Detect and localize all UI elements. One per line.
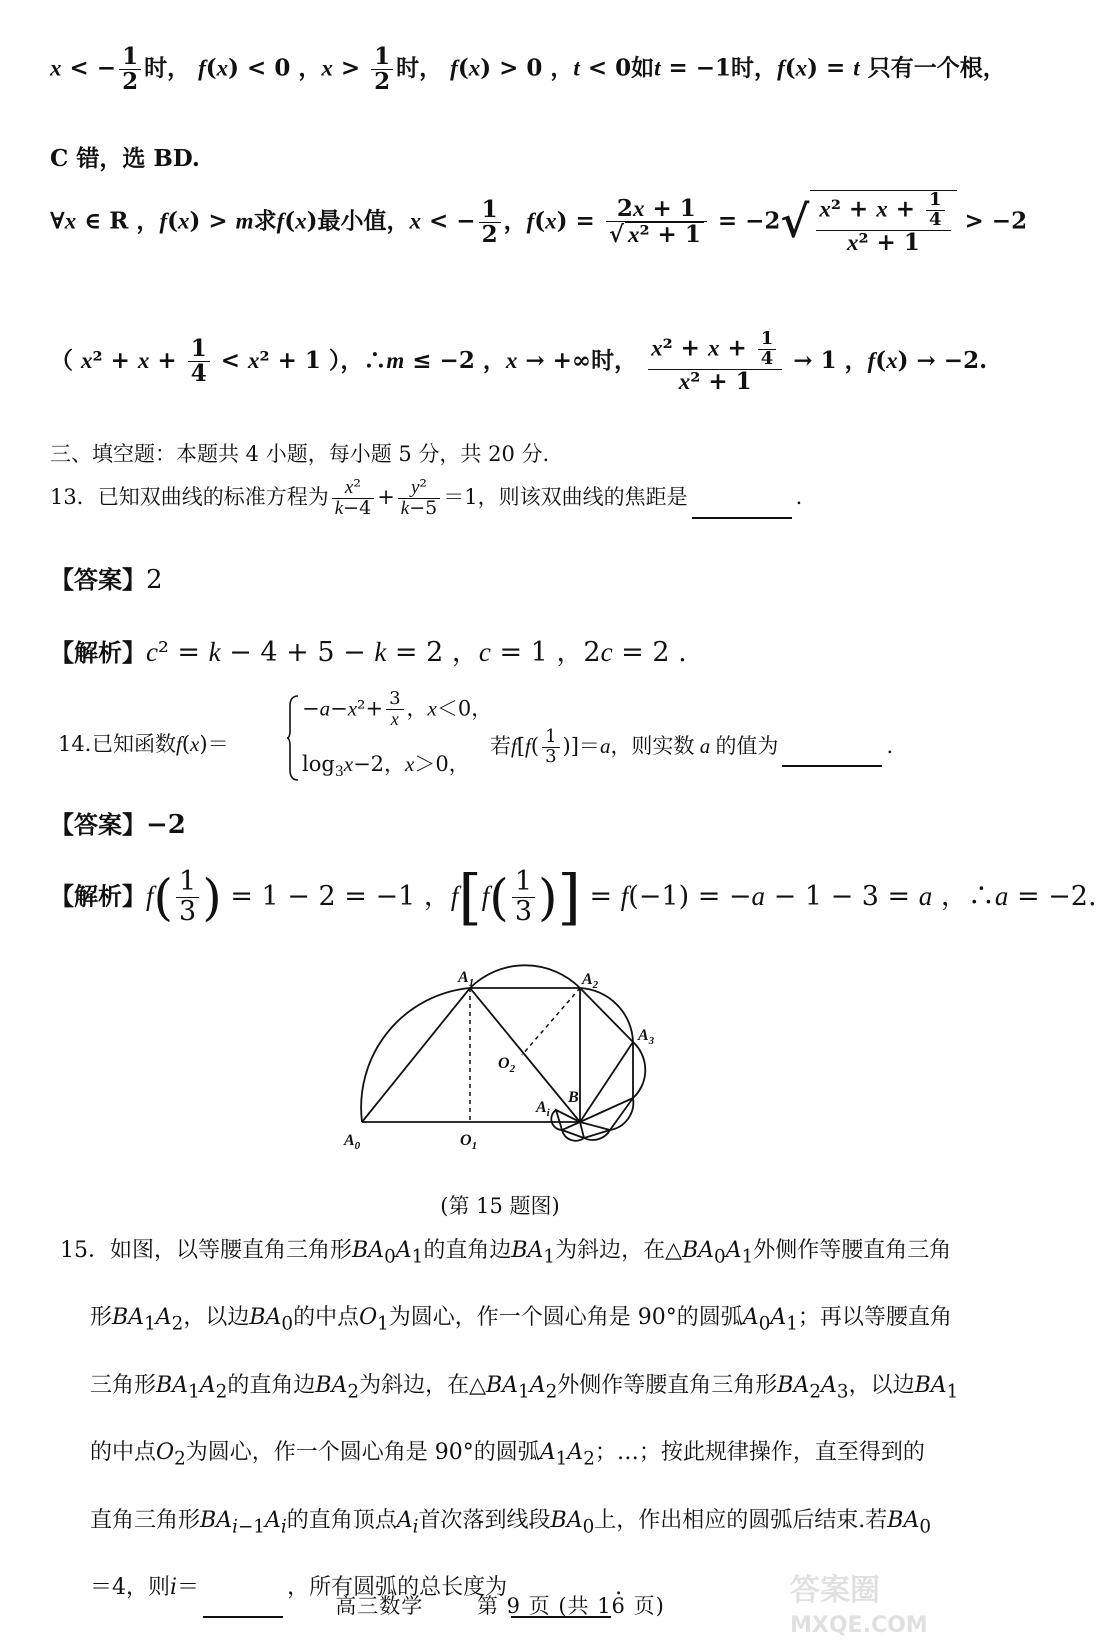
svg-text:答案圈: 答案圈 bbox=[790, 1573, 880, 1608]
q13-answer: 【答案】2 bbox=[50, 565, 163, 595]
svg-text:MXQE.COM: MXQE.COM bbox=[790, 1613, 928, 1638]
q15-figure bbox=[330, 970, 670, 1180]
section-title: 三、填空题：本题共 4 小题，每小题 5 分，共 20 分. bbox=[50, 442, 550, 466]
dashed-a2o2 bbox=[522, 988, 580, 1055]
page-footer: 高三数学 第 9 页 (共 16 页) bbox=[335, 1594, 665, 1618]
label-o2: $O_2$ bbox=[498, 1055, 516, 1075]
question-13: 13．已知双曲线的标准方程为 $\frac{\text{x²}}{k-4}$ + $\frac{\text{y²}}{k-5}$ ＝1，则该双曲线的焦距是 . bbox=[50, 476, 803, 519]
solution-line-2: C 错，选 BD. bbox=[50, 145, 200, 172]
q13-answer-blank[interactable] bbox=[692, 495, 792, 519]
watermark-logo bbox=[780, 1560, 980, 1640]
label-a0: $A_0$ bbox=[344, 1132, 361, 1152]
q14-analysis: 【解析】f( $\frac{1}{3}$ ) = 1 − 2 = −1 ，f[f( $\frac{1}{3}$ )] = f(−1) = −a − 1 − 3 = a ，∴a = −2. bbox=[50, 862, 1097, 932]
solution-line-4: （ x² + x + $\frac{1}{4}$ < x² + 1 ），∴m ≤ −2 ，x → +∞时， x² + x + $\frac{1}{4}$ x² + 1 → 1 ，f(x) → −2. bbox=[50, 328, 988, 395]
solution-line-1: x < − $\frac{1}{2}$ 时， f(x) < 0 ，x > $\frac{1}{2}$ 时， f(x) > 0 ，t < 0如t = −1时，f(x) = t 只有一个根， bbox=[50, 43, 1006, 96]
q13-analysis: 【解析】c² = k − 4 + 5 − k = 2 ，c = 1 ，2c = 2 . bbox=[50, 637, 687, 668]
label-a2: $A_2$ bbox=[582, 971, 599, 991]
question-14: 14． 已知函数f(x)＝ −a−x²+ $\frac{3}{x}$ ，x＜0， $\log_3x-2$，x＞0， 若f[f( $\frac{1}{3}$ )]＝a，则实数 a 的值为 . bbox=[58, 688, 894, 781]
label-ai: $A_i$ bbox=[536, 1099, 550, 1119]
label-a1: $A_1$ bbox=[458, 969, 475, 989]
label-a3: $A_3$ bbox=[638, 1027, 655, 1047]
label-o1: $O_1$ bbox=[460, 1132, 478, 1152]
label-b: B bbox=[568, 1089, 579, 1106]
q14-answer-blank[interactable] bbox=[782, 743, 882, 767]
arc-a1a2 bbox=[470, 965, 580, 988]
triangle-outline bbox=[362, 988, 580, 1122]
piecewise-brace bbox=[286, 694, 300, 782]
figure-caption: (第 15 题图) bbox=[440, 1194, 560, 1218]
question-15: 15．如图，以等腰直角三角形$BA_0A_1$的直角边$BA_1$为斜边，在$\triangle BA_0A_1$外侧作等腰直角三角 形$BA_1A_2$，以边$BA_0$的中点$O_1$为圆心，作一个圆心角是 90°的圆弧$A_0A_1$；再以等腰直角 三角形$BA_1A_2$的直角边$BA_2$为斜边，在$\triangle BA_1A_2$外侧作等腰直角三角形$BA_2A_3$，以边$BA_1$ 的中点$O_2$为圆心，作一个圆心角是 90°的圆弧$A_1A_2$；…；按此规律操作，直至得到的 直角三角形$BA_{i-1}A_i$的直角顶点$A_i$首次落到线段$BA_0$上，作出相应的圆弧后结束.若$BA_0$ ＝4，则i＝ ，所有圆弧的总长度为 . bbox=[60, 1220, 990, 1618]
q14-answer: 【答案】−2 bbox=[50, 810, 186, 840]
solution-line-3: ∀x ∈ R ，f(x) > m求f(x)最小值，x < − $\frac{1}{2}$ ，f(x) = $\frac{2x + 1}{\text{√ x² + 1}}$ = −2√ x² + x + $\frac{1}{4}$ x² + 1 > −2 bbox=[50, 189, 1028, 256]
